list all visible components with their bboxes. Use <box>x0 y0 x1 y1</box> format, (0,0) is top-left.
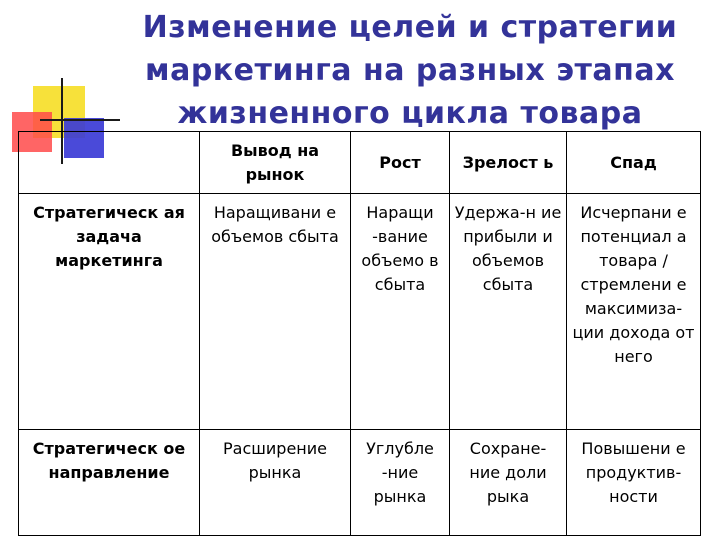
table-cell: Удержа-н ие прибыли и объемов сбыта <box>450 194 567 430</box>
header-cell-launch: Вывод на рынок <box>200 132 351 194</box>
header-cell-decline: Спад <box>567 132 701 194</box>
table-cell: Расширение рынка <box>200 430 351 536</box>
table-cell: Наращи -вание объемо в сбыта <box>351 194 450 430</box>
header-cell-growth: Рост <box>351 132 450 194</box>
table-cell: Сохране- ние доли рыка <box>450 430 567 536</box>
row-label-task: Стратегическ ая задача маркетинга <box>19 194 200 430</box>
slide-title: Изменение целей и стратегии маркетинга на разных этапах жизненного цикла товара <box>142 10 678 131</box>
table-cell: Углубле -ние рынка <box>351 430 450 536</box>
header-cell-maturity: Зрелост ь <box>450 132 567 194</box>
table-row <box>19 430 701 536</box>
lifecycle-table <box>18 131 701 536</box>
table-cell: Исчерпани е потенциал а товара / стремлени е максимиза- ции дохода от него <box>567 194 701 430</box>
table-cell: Наращивани е объемов сбыта <box>200 194 351 430</box>
table-row <box>19 194 701 430</box>
row-label-direction: Стратегическ ое направление <box>19 430 200 536</box>
header-row <box>19 132 701 194</box>
header-cell-empty <box>19 132 200 194</box>
table-cell: Повышени е продуктив- ности <box>567 430 701 536</box>
